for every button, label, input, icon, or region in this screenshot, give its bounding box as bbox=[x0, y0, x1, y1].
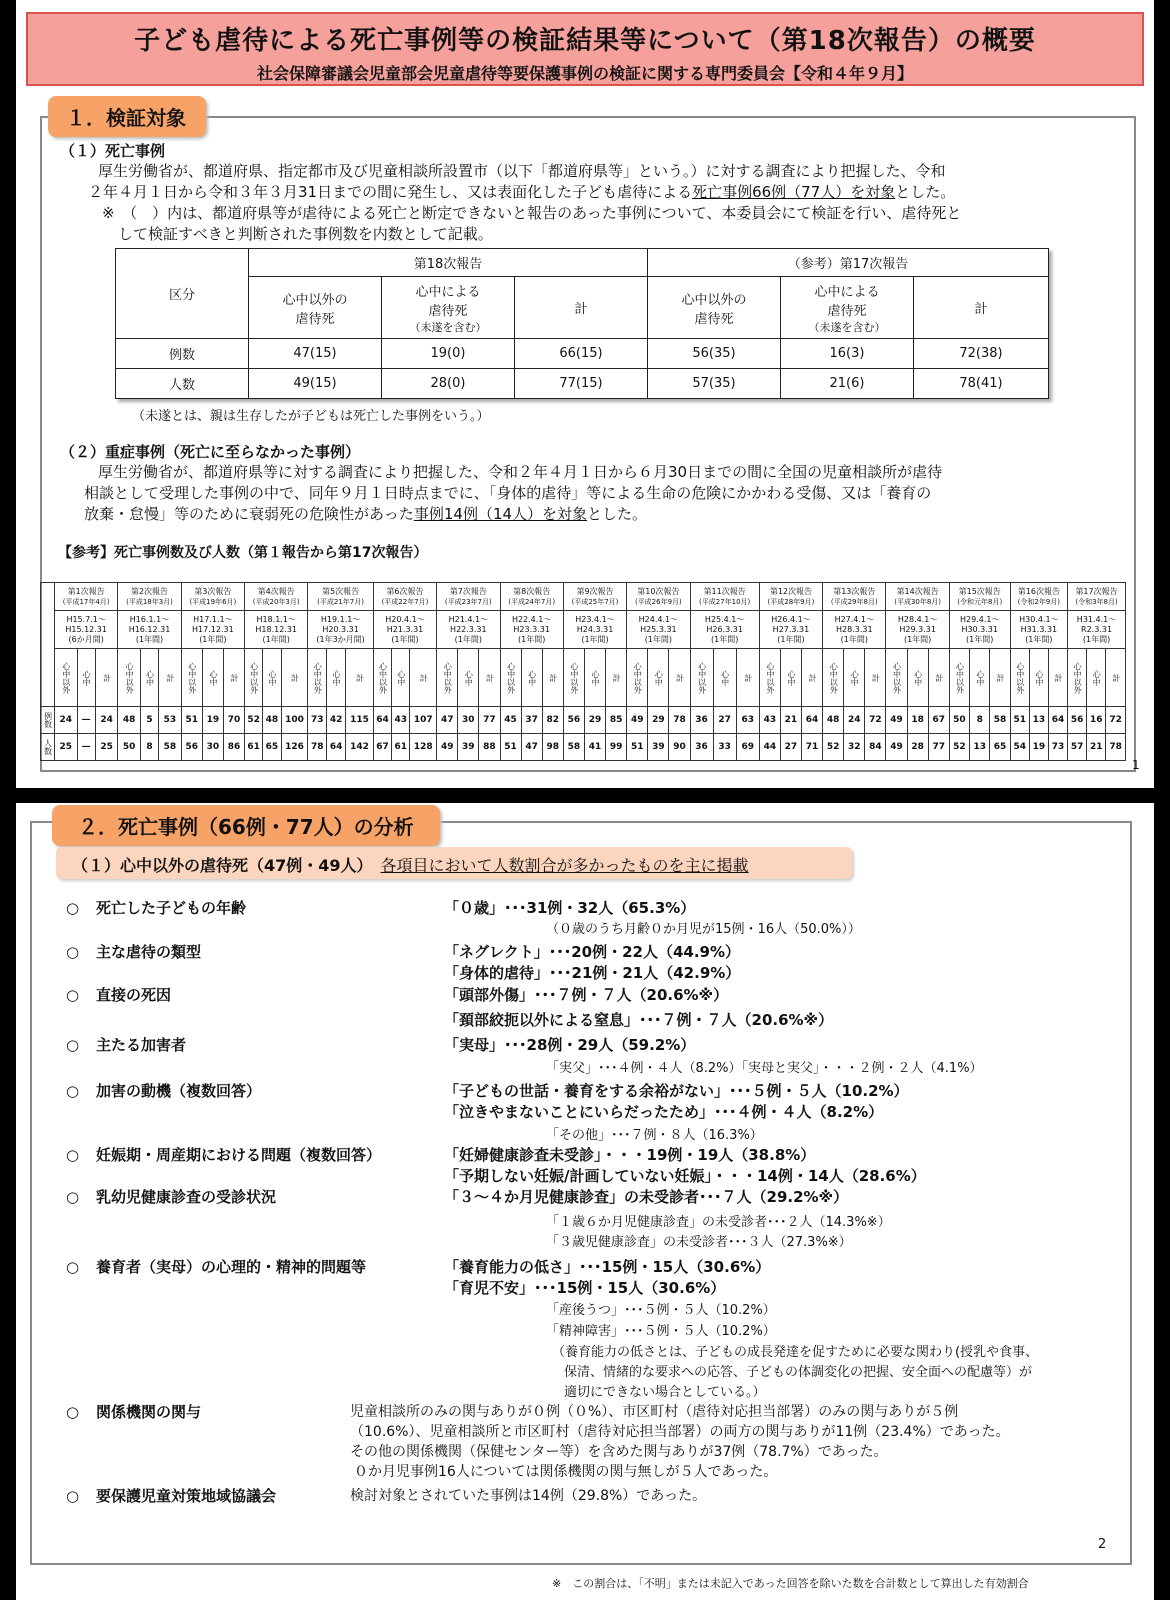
sub-header: 計 bbox=[802, 649, 823, 707]
report-period: H26.4.1～ H27.3.31 (1年間) bbox=[759, 611, 822, 649]
sub-header: 心中 bbox=[1087, 649, 1106, 707]
report-header: 第6次報告 (平成22年7月) bbox=[373, 583, 436, 611]
sub-header: 心中 bbox=[713, 649, 736, 707]
report-period: H28.4.1～ H29.3.31 (1年間) bbox=[886, 611, 949, 649]
cases-cell: 13 bbox=[1029, 707, 1048, 734]
report-header: 第1次報告 (平成17年4月) bbox=[55, 583, 118, 611]
sub-header: 心中 bbox=[77, 649, 95, 707]
s1-note-1: ※ （ ）内は、都道府県等が虐待による死亡と断定できないと報告のあった事例について、本委員会にて検証を行い、虐待死と bbox=[102, 204, 962, 222]
cases-cell: 49 bbox=[886, 707, 907, 734]
item-value: 「育児不安」･･･15例・15人（30.6%） bbox=[444, 1279, 726, 1297]
sub-header: 計 bbox=[223, 649, 244, 707]
kankei-text: 児童相談所のみの関与ありが０例（０%）、市区町村（虐待対応担当部署）のみの関与ありが５例 bbox=[350, 1404, 959, 1420]
people-cell: 52 bbox=[823, 734, 844, 761]
sub-header: 心中 bbox=[521, 649, 542, 707]
people-cell: 56 bbox=[181, 734, 202, 761]
sub-header: 心中 bbox=[458, 649, 479, 707]
cases-cell: 53 bbox=[159, 707, 182, 734]
people-cell: 51 bbox=[627, 734, 648, 761]
cases-cell: 56 bbox=[1068, 707, 1087, 734]
people-cell: 44 bbox=[759, 734, 780, 761]
people-cell: 61 bbox=[392, 734, 410, 761]
report-header: 第7次報告 (平成23年7月) bbox=[437, 583, 500, 611]
item-label: ○ 関係機関の関与 bbox=[66, 1403, 202, 1421]
title-banner bbox=[26, 12, 1144, 86]
cases-cell: 30 bbox=[458, 707, 479, 734]
cases-cell: 64 bbox=[802, 707, 823, 734]
people-cell: 65 bbox=[990, 734, 1010, 761]
people-cell: 27 bbox=[780, 734, 801, 761]
people-cell: 86 bbox=[223, 734, 244, 761]
report-period: H20.4.1～ H21.3.31 (1年間) bbox=[373, 611, 436, 649]
table-note: （未遂とは、親は生存したが子どもは死亡した事例をいう。） bbox=[132, 409, 490, 424]
cases-cell: 43 bbox=[759, 707, 780, 734]
s2-text-3: 放棄・怠慢」等のために衰弱死の危険性があった事例14例（14人）を対象とした。 bbox=[84, 505, 648, 523]
ref-heading: 【参考】死亡事例数及び人数（第１報告から第17次報告） bbox=[58, 545, 428, 561]
cases-cell: 43 bbox=[392, 707, 410, 734]
report-period: H18.1.1～ H18.12.31 (1年間) bbox=[245, 611, 308, 649]
item-label: ○ 主たる加害者 bbox=[66, 1036, 187, 1054]
people-cell: 13 bbox=[970, 734, 990, 761]
people-cell: 19 bbox=[1029, 734, 1048, 761]
sub-header: 計 bbox=[346, 649, 374, 707]
cases-cell: 58 bbox=[990, 707, 1010, 734]
sub-header: 心中以外 bbox=[118, 649, 141, 707]
people-cell: 73 bbox=[1048, 734, 1067, 761]
sub-header: 心中以外 bbox=[437, 649, 458, 707]
people-cell: 77 bbox=[928, 734, 949, 761]
sub-header: 心中以外 bbox=[1010, 649, 1029, 707]
sub-header: 心中以外 bbox=[563, 649, 584, 707]
cases-cell: 73 bbox=[308, 707, 327, 734]
sub-header: 計 bbox=[95, 649, 118, 707]
report-header: 第13次報告 (平成29年8月) bbox=[823, 583, 886, 611]
sub-header: 心中 bbox=[907, 649, 928, 707]
th-c2: 心中による 虐待死 （未遂を含む） bbox=[382, 277, 515, 339]
people-cell: 36 bbox=[690, 734, 713, 761]
kankei-text: その他の関係機関（保健センター等）を含めた関与ありが37例（78.7%）であった。 bbox=[350, 1444, 888, 1460]
report-period: H24.4.1～ H25.3.31 (1年間) bbox=[627, 611, 690, 649]
item-label: ○ 妊娠期・周産期における問題（複数回答） bbox=[66, 1146, 382, 1164]
cases-cell: 37 bbox=[521, 707, 542, 734]
sub-header: 心中以外 bbox=[690, 649, 713, 707]
sub-header: 心中 bbox=[392, 649, 410, 707]
cases-cell: 52 bbox=[245, 707, 263, 734]
item-value: 「０歳」･･･31例・32人（65.3%） bbox=[444, 899, 696, 917]
item-note: 適切にできない場合としている。） bbox=[564, 1385, 766, 1400]
report-header: 第8次報告 (平成24年7月) bbox=[500, 583, 563, 611]
people-cell: 51 bbox=[500, 734, 521, 761]
cases-cell: — bbox=[77, 707, 95, 734]
people-cell: 58 bbox=[159, 734, 182, 761]
s2-text-1: 厚生労働省が、都道府県等に対する調査により把握した、令和２年４月１日から６月30日までの間に全国の児童相談所が虐待 bbox=[98, 463, 943, 481]
item-value: 「妊婦健康診査未受診」・・・19例・19人（38.8%） bbox=[444, 1146, 816, 1164]
cases-cell: 64 bbox=[1048, 707, 1067, 734]
sub-header: 計 bbox=[479, 649, 500, 707]
sub-header: 心中以外 bbox=[949, 649, 969, 707]
report-header: 第14次報告 (平成30年8月) bbox=[886, 583, 949, 611]
people-cell: 69 bbox=[736, 734, 759, 761]
sub-header: 計 bbox=[736, 649, 759, 707]
sub-header: 計 bbox=[159, 649, 182, 707]
item-value: 「ネグレクト」･･･20例・22人（44.9%） bbox=[444, 943, 740, 961]
item-note: 「実父」･･･４例・４人（8.2%）「実母と実父」・・・２例・２人（4.1%） bbox=[546, 1061, 983, 1076]
item-note: （０歳のうち月齢０か月児が15例・16人（50.0%）） bbox=[546, 922, 861, 937]
subsection-heading: （１）心中以外の虐待死（47例・49人） 各項目において人数割合が多かったものを主に掲載 bbox=[56, 847, 852, 879]
item-label: ○ 乳幼児健康診査の受診状況 bbox=[66, 1188, 277, 1206]
cases-cell: 64 bbox=[373, 707, 391, 734]
item-note: 「産後うつ」･･･５例・５人（10.2%） bbox=[546, 1303, 776, 1318]
kankei-text: （10.6%）、児童相談所と市区町村（虐待対応担当部署）の両方の関与ありが11例（23.4%）であった。 bbox=[350, 1424, 1010, 1440]
people-cell: 50 bbox=[118, 734, 141, 761]
people-cell: 88 bbox=[479, 734, 500, 761]
sub-header: 計 bbox=[928, 649, 949, 707]
cases-cell: 47 bbox=[437, 707, 458, 734]
cases-cell: 100 bbox=[281, 707, 308, 734]
sub-header: 心中 bbox=[780, 649, 801, 707]
sub-header: 心中以外 bbox=[823, 649, 844, 707]
people-cell: 98 bbox=[542, 734, 563, 761]
sub-header: 心中以外 bbox=[759, 649, 780, 707]
item-value: 「頚部絞扼以外による窒息」･･･７例・７人（20.6%※） bbox=[444, 1011, 834, 1029]
report-header: 第3次報告 (平成19年6月) bbox=[181, 583, 244, 611]
sub-header: 計 bbox=[410, 649, 437, 707]
report-period: H25.4.1～ H26.3.31 (1年間) bbox=[690, 611, 759, 649]
item-value: 「頭部外傷」･･･７例・７人（20.6%※） bbox=[444, 986, 729, 1004]
people-cell: 64 bbox=[327, 734, 346, 761]
th-total: 計 bbox=[515, 277, 648, 339]
report-period: H19.1.1～ H20.3.31 (1年3か月間) bbox=[308, 611, 373, 649]
th-c2: 心中による 虐待死 （未遂を含む） bbox=[781, 277, 914, 339]
people-cell: 52 bbox=[949, 734, 969, 761]
cases-cell: 5 bbox=[140, 707, 158, 734]
sub-header: 心中以外 bbox=[55, 649, 78, 707]
sub-header: 計 bbox=[606, 649, 627, 707]
cases-cell: 115 bbox=[346, 707, 374, 734]
s1-note-2: して検証すべきと判断された事例数を内数として記載。 bbox=[118, 225, 493, 243]
cases-cell: 63 bbox=[736, 707, 759, 734]
item-note: 「３歳児健康診査」の未受診者･･･３人（27.3%※） bbox=[546, 1235, 852, 1250]
sub-header: 心中以外 bbox=[181, 649, 202, 707]
sub-header: 心中 bbox=[584, 649, 605, 707]
people-cell: 54 bbox=[1010, 734, 1029, 761]
sub-header: 計 bbox=[990, 649, 1010, 707]
item-label: ○ 直接の死因 bbox=[66, 986, 172, 1004]
sub-header: 心中 bbox=[140, 649, 158, 707]
yoho-text: 検討対象とされていた事例は14例（29.8%）であった。 bbox=[350, 1488, 707, 1504]
item-note: 「精神障害」･･･５例・５人（10.2%） bbox=[546, 1324, 776, 1339]
report-period: H23.4.1～ H24.3.31 (1年間) bbox=[563, 611, 626, 649]
sub-header: 心中 bbox=[263, 649, 281, 707]
people-cell: 142 bbox=[346, 734, 374, 761]
sub-header: 心中以外 bbox=[373, 649, 391, 707]
item-note: 「その他」･･･７例・８人（16.3%） bbox=[546, 1128, 763, 1143]
summary-table bbox=[115, 248, 1049, 399]
cases-cell: 29 bbox=[648, 707, 669, 734]
people-cell: 8 bbox=[140, 734, 158, 761]
people-cell: 39 bbox=[458, 734, 479, 761]
report-period: H29.4.1～ H30.3.31 (1年間) bbox=[949, 611, 1010, 649]
item-note: 保清、情緒的な要求への応答、子どもの体調変化の把握、安全面への配慮等）が bbox=[564, 1365, 1033, 1380]
slide-page-2 bbox=[16, 803, 1154, 1600]
th-c1: 心中以外の 虐待死 bbox=[648, 277, 781, 339]
people-cell: 25 bbox=[95, 734, 118, 761]
sub-header: 計 bbox=[281, 649, 308, 707]
people-cell: 99 bbox=[606, 734, 627, 761]
report-period: H17.1.1～ H17.12.31 (1年間) bbox=[181, 611, 244, 649]
cases-cell: 24 bbox=[95, 707, 118, 734]
people-cell: 78 bbox=[308, 734, 327, 761]
report-header: 第11次報告 (平成27年10月) bbox=[690, 583, 759, 611]
cases-cell: 67 bbox=[928, 707, 949, 734]
report-header: 第17次報告 (令和3年8月) bbox=[1068, 583, 1126, 611]
page-title: 子ども虐待による死亡事例等の検証結果等について（第18次報告）の概要 bbox=[134, 26, 1036, 56]
cases-cell: 72 bbox=[1106, 707, 1126, 734]
cases-cell: 49 bbox=[627, 707, 648, 734]
people-cell: 67 bbox=[373, 734, 391, 761]
cases-cell: 77 bbox=[479, 707, 500, 734]
people-cell: 25 bbox=[55, 734, 78, 761]
report-period: H15.7.1～ H15.12.31 (6か月間) bbox=[55, 611, 118, 649]
sub-header: 心中 bbox=[648, 649, 669, 707]
cases-cell: 36 bbox=[690, 707, 713, 734]
report-period: H22.4.1～ H23.3.31 (1年間) bbox=[500, 611, 563, 649]
cases-cell: 24 bbox=[844, 707, 865, 734]
sub-header: 心中以外 bbox=[627, 649, 648, 707]
report-period: H31.4.1～ R2.3.31 (1年間) bbox=[1068, 611, 1126, 649]
sub-header: 計 bbox=[1048, 649, 1067, 707]
cases-cell: 51 bbox=[1010, 707, 1029, 734]
page-number: 1 bbox=[1132, 758, 1140, 772]
s2-text-2: 相談として受理した事例の中で、同年９月１日時点までに、「身体的虐待」等による生命の危険にかかわる受傷、又は「養育の bbox=[84, 484, 932, 502]
people-cell: 58 bbox=[563, 734, 584, 761]
people-cell: 126 bbox=[281, 734, 308, 761]
sub-header: 心中以外 bbox=[245, 649, 263, 707]
item-label: ○ 死亡した子どもの年齢 bbox=[66, 899, 247, 917]
report-header: 第4次報告 (平成20年3月) bbox=[245, 583, 308, 611]
cases-cell: 8 bbox=[970, 707, 990, 734]
cases-cell: 85 bbox=[606, 707, 627, 734]
footnote: ※ この割合は、「不明」または未記入であった回答を除いた数を合計数として算出した有効割合 bbox=[552, 1577, 1029, 1590]
section-1-heading: １．検証対象 bbox=[48, 96, 206, 137]
item-note: 「１歳６か月児健康診査」の未受診者･･･２人（14.3%※） bbox=[546, 1215, 891, 1230]
cases-cell: 45 bbox=[500, 707, 521, 734]
report-period: H21.4.1～ H22.3.31 (1年間) bbox=[437, 611, 500, 649]
cases-cell: 48 bbox=[823, 707, 844, 734]
item-value: 「身体的虐待」･･･21例・21人（42.9%） bbox=[444, 964, 741, 982]
people-cell: 78 bbox=[1106, 734, 1126, 761]
report-header: 第2次報告 (平成18年3月) bbox=[118, 583, 181, 611]
people-cell: 47 bbox=[521, 734, 542, 761]
sub-header: 計 bbox=[542, 649, 563, 707]
th-18: 第18次報告 bbox=[249, 249, 648, 277]
cases-cell: 48 bbox=[263, 707, 281, 734]
sub-header: 心中以外 bbox=[308, 649, 327, 707]
people-cell: 21 bbox=[1087, 734, 1106, 761]
sub-header: 心中 bbox=[1029, 649, 1048, 707]
people-cell: 41 bbox=[584, 734, 605, 761]
cases-cell: 27 bbox=[713, 707, 736, 734]
sub-header: 心中以外 bbox=[1068, 649, 1087, 707]
people-cell: 71 bbox=[802, 734, 823, 761]
item-value: 「子どもの世話・養育をする余裕がない」･･･５例・５人（10.2%） bbox=[444, 1082, 909, 1100]
report-period: H27.4.1～ H28.3.31 (1年間) bbox=[823, 611, 886, 649]
section-2-heading: ２．死亡事例（66例・77人）の分析 bbox=[52, 805, 440, 846]
report-header: 第12次報告 (平成28年9月) bbox=[759, 583, 822, 611]
table-row: 人数 49(15) 28(0) 77(15) 57(35) 21(6) 78(41) bbox=[116, 369, 1049, 399]
item-note: （養育能力の低さとは、子どもの成長発達を促すために必要な関わり(授乳や食事、 bbox=[552, 1345, 1039, 1360]
sub-header: 心中以外 bbox=[886, 649, 907, 707]
item-value: 「予期しない妊娠/計画していない妊娠」・・・14例・14人（28.6%） bbox=[444, 1167, 926, 1185]
sub-header: 計 bbox=[669, 649, 690, 707]
cases-cell: 82 bbox=[542, 707, 563, 734]
people-cell: 28 bbox=[907, 734, 928, 761]
cases-cell: 18 bbox=[907, 707, 928, 734]
page-number: 2 bbox=[1098, 1537, 1107, 1552]
people-cell: — bbox=[77, 734, 95, 761]
page-subtitle: 社会保障審議会児童部会児童虐待等要保護事例の検証に関する専門委員会【令和４年９月】 bbox=[256, 64, 913, 83]
people-cell: 57 bbox=[1068, 734, 1087, 761]
people-cell: 128 bbox=[410, 734, 437, 761]
kankei-text: ０か月児事例16人については関係機関の関与無しが５人であった。 bbox=[354, 1464, 778, 1480]
cases-cell: 16 bbox=[1087, 707, 1106, 734]
people-cell: 90 bbox=[669, 734, 690, 761]
sub-header: 計 bbox=[865, 649, 886, 707]
cases-cell: 51 bbox=[181, 707, 202, 734]
cases-cell: 56 bbox=[563, 707, 584, 734]
cases-cell: 29 bbox=[584, 707, 605, 734]
report-header: 第16次報告 (令和2年9月) bbox=[1010, 583, 1067, 611]
th-c1: 心中以外の 虐待死 bbox=[249, 277, 382, 339]
cases-cell: 19 bbox=[202, 707, 223, 734]
item-label: ○ 加害の動機（複数回答） bbox=[66, 1082, 262, 1100]
report-header: 第9次報告 (平成25年7月) bbox=[563, 583, 626, 611]
people-cell: 65 bbox=[263, 734, 281, 761]
cases-cell: 48 bbox=[118, 707, 141, 734]
cases-cell: 50 bbox=[949, 707, 969, 734]
sub-header: 心中以外 bbox=[500, 649, 521, 707]
sub-header: 心中 bbox=[970, 649, 990, 707]
item-label: ○ 養育者（実母）の心理的・精神的問題等 bbox=[66, 1258, 367, 1276]
people-cell: 39 bbox=[648, 734, 669, 761]
s1-text-2: ２年４月１日から令和３年３月31日までの間に発生し、又は表面化した子ども虐待による死亡事例66例（77人）を対象とした。 bbox=[88, 183, 956, 201]
item-value: 「養育能力の低さ」･･･15例・15人（30.6%） bbox=[444, 1258, 771, 1276]
history-table: 第1次報告 (平成17年4月) 第2次報告 (平成18年3月) 第3次報告 (平成19年6月) 第4次報告 (平成20年3月) 第5次報告 (平成21年7月) 第6次報告 (平成22年7月) 第7次報告 (平成23年7月) 第8次報告 (平成24年7月) 第9次報告 (平成25年7月) 第10次報告 (平成26年9月) 第11次報告 (平成27年10月) 第12次報告 (平成28年9月) 第13次報告 (平成29年8月) 第14次報告 (平成30年8月) 第15次報告 (令和元年8月) 第16次報告 (令和2年9月) 第17次報告 (令和3年8月) H15.7.1～ H15.12.31 (6か月間) H16.1.1～ H16.12.31 (1年間) H17.1.1～ H17.12.31 (1年間) H18.1.1～ H18.12.31 (1年間) H19.1.1～ H20.3.31 (1年3か月間) H20.4.1～ H21.3.31 (1年間) H21.4.1～ H22.3.31 (1年間) H22.4.1～ H23.3.31 (1年間) H23.4.1～ H24.3.31 (1年間) H24.4.1～ H25.3.31 (1年間) H25.4.1～ H26.3.31 (1年間) H26.4.1～ H27.3.31 (1年間) H27.4.1～ H28.3.31 (1年間) H28.4.1～ H29.3.31 (1年間) H29.4.1～ H30.3.31 (1年間) H30.4.1～ H31.3.31 (1年間) H31.4.1～ R2.3.31 (1年間) 心中以外 心中 計 心中以外 心中 計 心中以外 心中 計 心中以外 心中 計 心中以外 心中 計 心中以外 心中 計 心中以外 心中 計 心中以外 心中 計 心中以外 心中 計 心中以外 心中 計 心中以外 心中 計 心中以外 心中 計 心中以外 心中 計 心中以外 心中 計 心中以外 心中 計 心中以外 心中 計 心中以外 心中 計 例数 24 — 24 48 5 53 51 19 70 52 48 100 73 42 115 64 43 107 47 30 77 45 37 82 56 29 85 49 29 78 36 27 63 43 21 64 48 24 72 49 18 67 50 8 58 51 13 64 56 16 72 人数 25 — 25 50 8 58 56 30 86 61 65 126 78 64 142 67 61 128 49 39 88 51 47 98 58 41 99 51 39 90 36 33 69 44 27 71 52 32 84 49 28 77 52 13 65 54 19 73 57 21 78 bbox=[40, 582, 1126, 761]
people-cell: 30 bbox=[202, 734, 223, 761]
report-period: H16.1.1～ H16.12.31 (1年間) bbox=[118, 611, 181, 649]
people-cell: 61 bbox=[245, 734, 263, 761]
sub-header: 心中 bbox=[844, 649, 865, 707]
item-value: 「泣きやまないことにいらだったため」･･･４例・４人（8.2%） bbox=[444, 1103, 884, 1121]
th-17: （参考）第17次報告 bbox=[648, 249, 1049, 277]
people-cell: 33 bbox=[713, 734, 736, 761]
slide-page-1 bbox=[16, 0, 1154, 788]
sub-header: 計 bbox=[1106, 649, 1126, 707]
item-label: ○ 主な虐待の類型 bbox=[66, 943, 202, 961]
cases-cell: 24 bbox=[55, 707, 78, 734]
report-header: 第10次報告 (平成26年9月) bbox=[627, 583, 690, 611]
s1-heading: （１）死亡事例 bbox=[60, 142, 166, 160]
cases-cell: 42 bbox=[327, 707, 346, 734]
cases-cell: 21 bbox=[780, 707, 801, 734]
item-label: ○ 要保護児童対策地域協議会 bbox=[66, 1487, 277, 1505]
people-cell: 32 bbox=[844, 734, 865, 761]
report-header: 第5次報告 (平成21年7月) bbox=[308, 583, 373, 611]
item-value: 「実母」･･･28例・29人（59.2%） bbox=[444, 1036, 696, 1054]
cases-cell: 72 bbox=[865, 707, 886, 734]
th-kubun: 区分 bbox=[116, 249, 249, 339]
cases-cell: 70 bbox=[223, 707, 244, 734]
table-row: 例数 47(15) 19(0) 66(15) 56(35) 16(3) 72(38) bbox=[116, 339, 1049, 369]
s2-heading: （２）重症事例（死亡に至らなかった事例） bbox=[60, 443, 361, 461]
sub-header: 心中 bbox=[202, 649, 223, 707]
report-header: 第15次報告 (令和元年8月) bbox=[949, 583, 1010, 611]
cases-cell: 107 bbox=[410, 707, 437, 734]
report-period: H30.4.1～ H31.3.31 (1年間) bbox=[1010, 611, 1067, 649]
item-value: 「３～４か月児健康診査」の未受診者･･･７人（29.2%※） bbox=[444, 1188, 849, 1206]
sub-header: 心中 bbox=[327, 649, 346, 707]
cases-cell: 78 bbox=[669, 707, 690, 734]
people-cell: 84 bbox=[865, 734, 886, 761]
people-cell: 49 bbox=[437, 734, 458, 761]
people-cell: 49 bbox=[886, 734, 907, 761]
th-total: 計 bbox=[914, 277, 1049, 339]
s1-text-1: 厚生労働省が、都道府県、指定都市及び児童相談所設置市（以下「都道府県等」という。）に対する調査により把握した、令和 bbox=[98, 162, 946, 180]
